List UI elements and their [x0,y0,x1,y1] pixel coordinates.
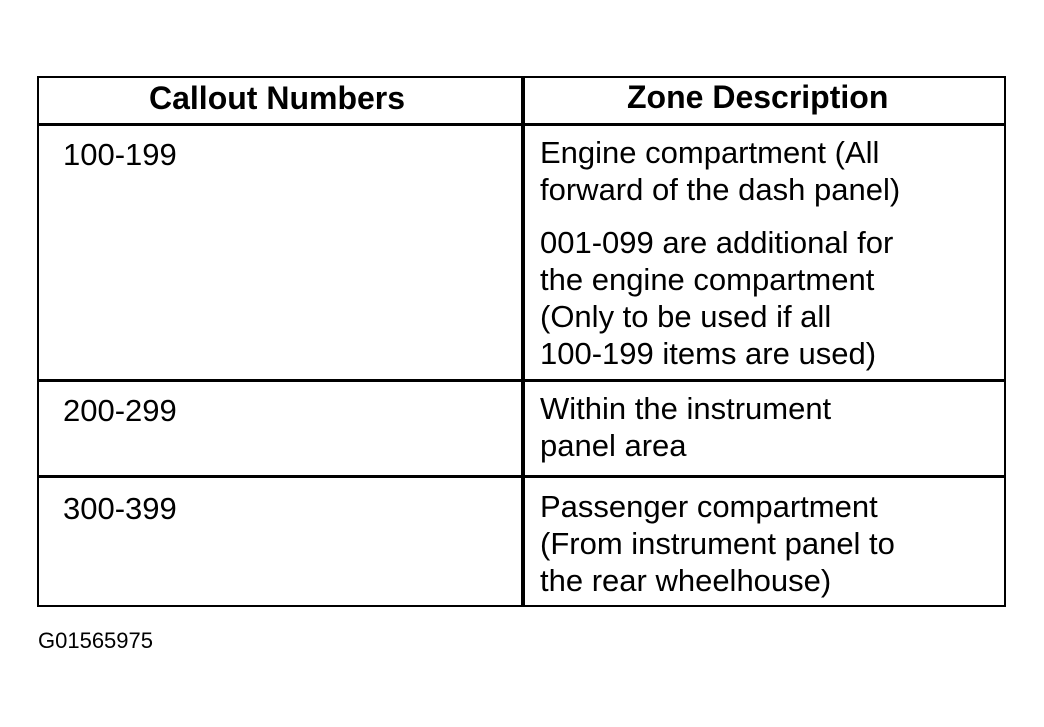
zone-line: forward of the dash panel) [540,172,901,207]
header-zone-description: Zone Description [627,79,889,115]
zone-line: Engine compartment (All [540,135,880,170]
zone-cell-row-3 [540,488,895,599]
callout-cell-row-3: 300-399 [63,491,177,526]
zone-cell-row-1-para-2 [540,224,893,372]
zone-line: 001-099 are additional for [540,225,894,260]
header-callout-numbers: Callout Numbers [149,80,406,116]
zone-line: the engine compartment [540,262,875,297]
zone-line: (From instrument panel to [540,526,895,561]
zone-line: panel area [540,428,687,463]
zone-table [37,76,1006,607]
figure-id: G01565975 [38,628,153,653]
zone-line: (Only to be used if all [540,299,832,334]
callout-cell-row-1: 100-199 [63,137,177,172]
zone-line: Within the instrument [540,391,832,426]
zone-line: Passenger compartment [540,489,878,524]
zone-line: the rear wheelhouse) [540,563,832,598]
zone-cell-row-1-para-1 [540,134,900,208]
zone-cell-row-2 [540,390,831,464]
zone-line: 100-199 items are used) [540,336,877,371]
callout-cell-row-2: 200-299 [63,393,177,428]
column-divider [521,78,525,605]
